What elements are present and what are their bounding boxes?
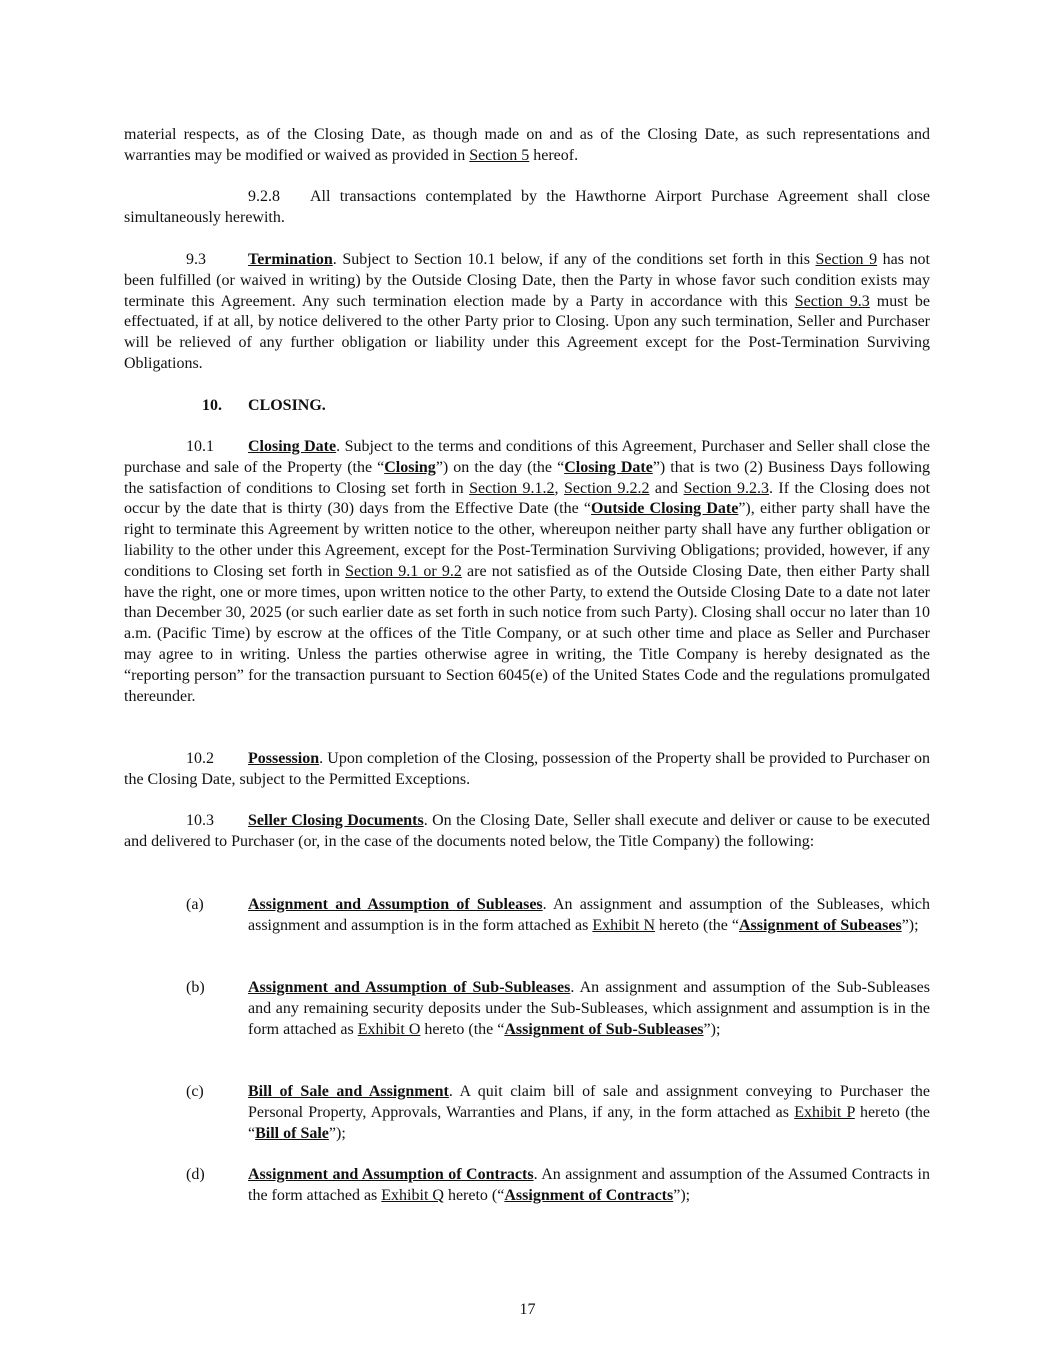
item-title: Bill of Sale and Assignment (248, 1083, 449, 1100)
paragraph-text: hereto (the “ (420, 1020, 505, 1038)
paragraph-text: are not satisfied as of the Outside Closing Date, then either Party shall have the right, one or more times, upon written notice to the other Party, to extend the Outside Closing Date to a date not later than December 30, 2025 (or such earlier date as set forth in such notice from such Party). Closing shall occur no later than 10 a.m. (Pacific Time) by escrow at the offices of the Title Company, or at such other time and place as Seller and Purchaser may agree to in writing. Unless the parties otherwise agree in writing, the Title Company is hereby designated as the “reporting person” for the transaction pursuant to Section 6045(e) of the United States Code and the regulations promulgated thereunder. (124, 562, 931, 705)
paragraph-10-2 (124, 749, 930, 791)
section-number: 10.3 (186, 812, 214, 829)
section-title: Seller Closing Documents (248, 812, 424, 829)
paragraph-text: ”); (673, 1186, 691, 1204)
paragraph-text: ”); (328, 1124, 346, 1142)
section-number: 10.2 (186, 750, 214, 767)
item-title: Assignment and Assumption of Subleases (248, 896, 543, 913)
paragraph-text: material respects, as of the Closing Date, as though made on and as of the Closing Date, as such representations and warranties may be modified or waived as provided in (124, 126, 930, 164)
defined-term: Bill of Sale (255, 1124, 329, 1142)
paragraph-text: has not been fulfilled (or waived in writing) by the Outside Closing Date, then the Party in whose favor such condition exists may terminate this Agreement. Any such termination election made by a Party in accordance with this (124, 251, 930, 310)
defined-term: Assignment of Sub-Subleases (504, 1020, 704, 1038)
section-title: Possession (248, 750, 320, 767)
paragraph-text: ”) that is two (2) Business Days following the satisfaction of conditions to Closing set forth in (124, 458, 930, 497)
paragraph-text: . If the Closing does not occur by the date that is thirty (30) days from the Effective Date (the “ (124, 479, 931, 518)
section-number: 10. (202, 397, 222, 414)
paragraph-text: . Subject to Section 10.1 below, if any of the conditions set forth in this (332, 251, 816, 268)
paragraph-text: hereto (the “ (655, 916, 739, 934)
section-number: 10.1 (186, 438, 214, 455)
section-heading-10 (202, 396, 326, 417)
paragraph-text: , (554, 479, 565, 497)
page-number: 17 (519, 1301, 536, 1318)
paragraph-continuation (124, 125, 930, 167)
section-title: Closing Date (248, 438, 337, 455)
paragraph-10-1 (124, 437, 930, 707)
defined-term: Assignment of Contracts (504, 1186, 674, 1204)
paragraph-text: hereto (the “ (248, 1103, 930, 1142)
paragraph-text: . An assignment and assumption of the Subleases, which assignment and assumption is in the form attached as (248, 896, 930, 934)
paragraph-text: . Upon completion of the Closing, possession of the Property shall be provided to Purchaser on the Closing Date, subject to the Permitted Exceptions. (124, 750, 930, 788)
section-reference: Section 9.1.2 (469, 479, 555, 497)
paragraph-text: . An assignment and assumption of the Assumed Contracts in the form attached as (248, 1166, 931, 1204)
list-item-label: (d) (186, 1166, 205, 1183)
paragraph-text: . Subject to the terms and conditions of this Agreement, Purchaser and Seller shall close the purchase and sale of the Property (the “ (124, 438, 930, 476)
item-title: Assignment and Assumption of Sub-Subleases (248, 979, 571, 996)
defined-term: Closing Date (564, 458, 653, 476)
paragraph-9-2-8 (124, 187, 930, 229)
exhibit-reference: Exhibit Q (381, 1186, 444, 1204)
paragraph-text: ”); (703, 1020, 721, 1038)
paragraph-text: ”) on the day (the “ (435, 458, 565, 476)
section-reference: Section 9.2.2 (564, 479, 650, 497)
paragraph-text: ”); (901, 916, 919, 934)
paragraph-text: must be effectuated, if at all, by notice delivered to the other Party prior to Closing. Upon any such termination, Seller and Purchaser will be relieved of any further obligation or liability under this Agreement except for the Post-Termination Surviving Obligations. (124, 292, 931, 372)
defined-term: Outside Closing Date (591, 500, 739, 518)
list-item-body (248, 1082, 930, 1144)
exhibit-reference: Exhibit P (794, 1103, 855, 1121)
defined-term: Closing (384, 458, 436, 476)
paragraph-text: hereof. (529, 146, 579, 164)
paragraph-text: hereto (“ (443, 1186, 505, 1204)
paragraph-10-3 (124, 811, 930, 853)
section-reference: Section 5 (469, 146, 530, 164)
section-number: 9.2.8 (248, 188, 280, 205)
list-item-body (248, 978, 930, 1040)
list-item-body (248, 1165, 930, 1207)
list-item-label: (a) (186, 896, 204, 913)
exhibit-reference: Exhibit N (592, 916, 656, 934)
section-reference: Section 9.2.3 (683, 479, 769, 497)
list-item-label: (b) (186, 979, 205, 996)
list-item-body (248, 895, 930, 937)
paragraph-text: . A quit claim bill of sale and assignment conveying to Purchaser the Personal Property, Approvals, Warranties and Plans, if any, in the form attached as (248, 1083, 931, 1121)
paragraph-text: ”), either party shall have the right to terminate this Agreement by written notice to the other, whereupon neither party shall have any further obligation or liability to the other under this Agreement, except for the Post-Termination Surviving Obligations; provided, however, if any conditions to Closing set forth in (124, 500, 931, 580)
section-reference: Section 9.3 (794, 292, 870, 310)
section-reference: Section 9 (815, 251, 878, 268)
section-number: 9.3 (186, 251, 206, 268)
section-reference: Section 9.1 or 9.2 (345, 562, 462, 580)
paragraph-text: and (649, 479, 684, 497)
paragraph-9-3 (124, 250, 930, 375)
defined-term: Assignment of Subeases (739, 916, 902, 934)
list-item-label: (c) (186, 1083, 204, 1100)
section-title: CLOSING. (248, 397, 326, 414)
paragraph-text: All transactions contemplated by the Hawthorne Airport Purchase Agreement shall close simultaneously herewith. (124, 188, 930, 226)
exhibit-reference: Exhibit O (357, 1020, 421, 1038)
section-title: Termination (248, 251, 333, 268)
paragraph-text: . On the Closing Date, Seller shall execute and deliver or cause to be executed and delivered to Purchaser (or, in the case of the documents noted below, the Title Company) the following: (124, 812, 931, 850)
item-title: Assignment and Assumption of Contracts (248, 1166, 534, 1183)
paragraph-text: . An assignment and assumption of the Sub-Subleases and any remaining security deposits under the Sub-Subleases, which assignment and assumption is in the form attached as (248, 979, 931, 1038)
